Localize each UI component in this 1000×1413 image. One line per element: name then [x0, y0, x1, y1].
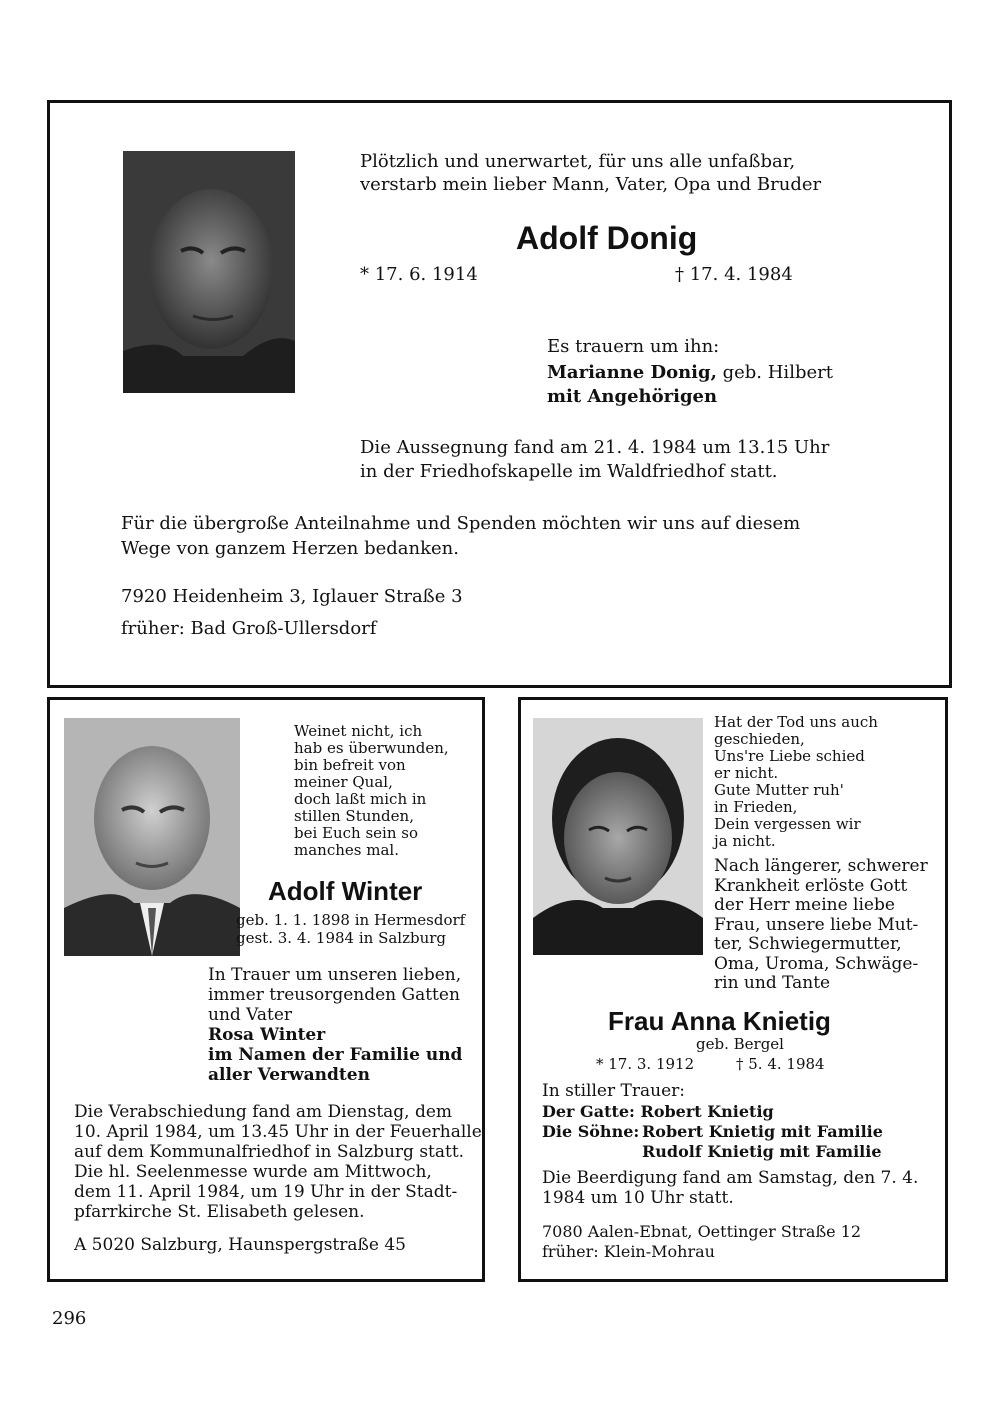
poem-line: geschieden,: [714, 730, 805, 748]
deceased-name: Adolf Donig: [516, 220, 698, 256]
portrait-photo-adolf-winter: [64, 718, 240, 956]
former-address: früher: Klein-Mohrau: [542, 1242, 715, 1261]
poem-line: Gute Mutter ruh': [714, 781, 844, 799]
obituary-adolf-donig: [47, 100, 952, 688]
page-number: 296: [52, 1308, 87, 1329]
service-line: pfarrkirche St. Elisabeth gelesen.: [74, 1202, 365, 1222]
poem-line: Hat der Tod uns auch: [714, 713, 878, 731]
poem-line: meiner Qual,: [294, 773, 393, 791]
obituary-adolf-winter: [47, 697, 485, 1282]
mourner-line: aller Verwandten: [208, 1065, 370, 1085]
service-line: auf dem Kommunalfriedhof in Salzburg statt.: [74, 1142, 465, 1162]
mourning-intro: In stiller Trauer:: [542, 1081, 685, 1101]
mourner-relatives: mit Angehörigen: [547, 386, 718, 407]
mourner-name: Marianne Donig,: [547, 362, 717, 383]
mourning-line: immer treusorgenden Gatten: [208, 985, 460, 1005]
funeral-line: 1984 um 10 Uhr statt.: [542, 1188, 734, 1208]
son-line: Rudolf Knietig mit Familie: [642, 1142, 882, 1161]
portrait-photo-anna-knietig: [533, 718, 703, 955]
funeral-line: Die Aussegnung fand am 21. 4. 1984 um 13.15 Uhr: [360, 437, 830, 458]
portrait-photo-adolf-donig: [123, 151, 295, 393]
obituary-anna-knietig: [518, 697, 948, 1282]
birth-date: * 17. 3. 1912: [596, 1055, 695, 1073]
funeral-line: in der Friedhofskapelle im Waldfriedhof statt.: [360, 461, 778, 482]
mourners-intro: Es trauern um ihn:: [547, 336, 720, 357]
poem-line: Weinet nicht, ich: [294, 722, 423, 740]
funeral-line: Die Beerdigung fand am Samstag, den 7. 4.: [542, 1168, 919, 1188]
poem-line: stillen Stunden,: [294, 807, 414, 825]
poem-line: ja nicht.: [714, 832, 776, 850]
address: 7920 Heidenheim 3, Iglauer Straße 3: [121, 586, 463, 607]
address: 7080 Aalen-Ebnat, Oettinger Straße 12: [542, 1222, 862, 1241]
poem-line: Dein vergessen wir: [714, 815, 861, 833]
mourner-name: Rosa Winter: [208, 1025, 326, 1045]
poem-line: bei Euch sein so: [294, 824, 419, 842]
birth-date: geb. 1. 1. 1898 in Hermesdorf: [236, 911, 466, 929]
poem-line: doch laßt mich in: [294, 790, 427, 808]
notice-text-line: Nach längerer, schwerer: [714, 856, 928, 876]
poem-line: er nicht.: [714, 764, 779, 782]
poem-line: manches mal.: [294, 841, 399, 859]
notice-text-line: Oma, Uroma, Schwäge-: [714, 954, 919, 974]
death-date: † 17. 4. 1984: [675, 264, 793, 285]
son-line: Robert Knietig mit Familie: [642, 1122, 883, 1141]
notice-text-line: Frau, unsere liebe Mut-: [714, 915, 919, 935]
poem-line: bin befreit von: [294, 756, 406, 774]
mourning-line: In Trauer um unseren lieben,: [208, 965, 462, 985]
death-date: gest. 3. 4. 1984 in Salzburg: [236, 929, 447, 947]
service-line: 10. April 1984, um 13.45 Uhr in der Feuerhalle: [74, 1122, 482, 1142]
poem-line: hab es überwunden,: [294, 739, 449, 757]
notice-text-line: der Herr meine liebe: [714, 895, 895, 915]
thanks-line: Wege von ganzem Herzen bedanken.: [121, 538, 459, 559]
notice-text-line: ter, Schwiegermutter,: [714, 934, 902, 954]
former-address: früher: Bad Groß-Ullersdorf: [121, 618, 377, 639]
deceased-name: Adolf Winter: [268, 876, 423, 906]
spouse-line: Der Gatte: Robert Knietig: [542, 1102, 774, 1121]
mourner-line: im Namen der Familie und: [208, 1045, 463, 1065]
intro-line: Plötzlich und unerwartet, für uns alle unfaßbar,: [360, 151, 796, 172]
mourning-line: und Vater: [208, 1005, 293, 1025]
mourner-maiden-name: geb. Hilbert: [722, 362, 833, 383]
maiden-name: geb. Bergel: [696, 1035, 784, 1053]
deceased-name: Frau Anna Knietig: [608, 1006, 831, 1036]
mourner-line: [547, 362, 833, 384]
birth-date: * 17. 6. 1914: [360, 264, 478, 285]
service-line: dem 11. April 1984, um 19 Uhr in der Stadt-: [74, 1182, 458, 1202]
poem-line: Uns're Liebe schied: [714, 747, 865, 765]
death-date: † 5. 4. 1984: [736, 1055, 825, 1073]
thanks-line: Für die übergroße Anteilnahme und Spenden möchten wir uns auf diesem: [121, 513, 801, 534]
sons-label: Die Söhne:: [542, 1122, 640, 1141]
service-line: Die Verabschiedung fand am Dienstag, dem: [74, 1102, 453, 1122]
notice-text-line: Krankheit erlöste Gott: [714, 876, 908, 896]
intro-line: verstarb mein lieber Mann, Vater, Opa und Bruder: [360, 174, 822, 195]
poem-line: in Frieden,: [714, 798, 798, 816]
notice-text-line: rin und Tante: [714, 973, 831, 993]
service-line: Die hl. Seelenmesse wurde am Mittwoch,: [74, 1162, 432, 1182]
address: A 5020 Salzburg, Haunspergstraße 45: [74, 1235, 406, 1255]
